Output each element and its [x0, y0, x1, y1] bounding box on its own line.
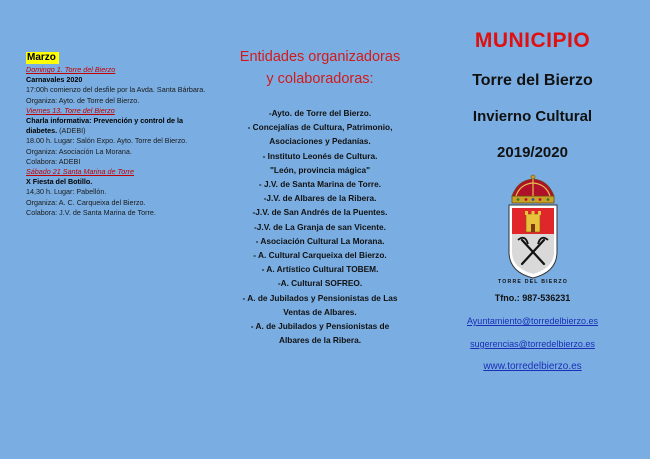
organizer-item: -Ayto. de Torre del Bierzo. — [268, 108, 372, 118]
cover-column — [440, 26, 625, 373]
coat-of-arms-logo — [498, 174, 568, 284]
organizer-item: - Asociación Cultural La Morana. — [255, 235, 385, 246]
season-label: 2019/2020 — [497, 144, 568, 161]
municipio-title: MUNICIPIO — [474, 29, 591, 52]
phone-number: Tfno.: 987-536231 — [494, 293, 571, 303]
crest-lettering: TORRE DEL BIERZO — [497, 279, 568, 284]
organizer-item: - A. Artístico Cultural TOBEM. — [261, 264, 379, 275]
month-label: Marzo — [26, 52, 59, 64]
organizers-list — [220, 106, 420, 347]
organizer-item: Ventas de Albares. — [283, 306, 357, 317]
tower-icon — [525, 211, 541, 232]
organizers-heading-line1: Entidades organizadoras — [239, 49, 401, 65]
event-detail: 14,30 h. Lugar: Pabellón. — [26, 187, 107, 197]
event-title: Carnavales 2020 — [26, 75, 83, 85]
events-list — [26, 65, 216, 218]
event-date: Viernes 13. Torre del Bierzo — [26, 105, 115, 115]
event-title: Charla informativa: Prevención y control de la diabetes. (ADEBI) — [26, 116, 183, 136]
website-link[interactable]: www.torredelbierzo.es — [483, 361, 582, 372]
event-detail: 18.00 h. Lugar: Salón Expo. Ayto. Torre del Bierzo. — [26, 136, 188, 146]
organizer-item: Asociaciones y Pedanías. — [269, 136, 371, 147]
organizer-item: - Concejalías de Cultura, Patrimonio, — [247, 122, 393, 133]
organizer-item: - J.V. de Santa Marina de Torre. — [258, 179, 382, 190]
event-detail: 17:00h comienzo del desfile por la Avda. Santa Bárbara. — [26, 85, 206, 95]
organizer-item: - Instituto Leonés de Cultura. — [262, 150, 378, 161]
organizer-item: "León, provincia mágica" — [269, 164, 371, 175]
email-ayuntamiento-link[interactable]: Ayuntamiento@torredelbierzo.es — [466, 316, 599, 326]
organizer-item: -A. Cultural SOFREO. — [277, 278, 363, 289]
event-detail: Organiza: A. C. Carqueixa del Bierzo. — [26, 197, 146, 207]
organizer-item: -J.V. de La Granja de san Vicente. — [254, 221, 386, 232]
organizer-item: -J.V. de Albares de la Ribera. — [263, 193, 377, 204]
email-sugerencias-link[interactable]: sugerencias@torredelbierzo.es — [470, 339, 595, 349]
event-date: Domingo 1. Torre del Bierzo — [26, 65, 116, 74]
organizers-column — [220, 46, 420, 347]
organizer-item: - A. de Jubilados y Pensionistas de Las — [242, 292, 398, 303]
town-name: Torre del Bierzo — [472, 72, 593, 89]
crown-icon — [512, 175, 554, 203]
organizer-item: Albares de la Ribera. — [278, 335, 362, 346]
event-detail: Colabora: J.V. de Santa Marina de Torre. — [26, 207, 156, 217]
organizer-item: -J.V. de San Andrés de la Puentes. — [252, 207, 388, 218]
event-title: X Fiesta del Botillo. — [26, 177, 93, 187]
event-detail: Organiza: Asociación La Morana. — [26, 146, 132, 156]
event-detail: Colabora: ADEBI — [26, 156, 81, 166]
organizer-item: - A. Cultural Carqueixa del Bierzo. — [253, 250, 387, 261]
organizers-heading-line2: y colaboradoras: — [266, 71, 374, 87]
events-column — [26, 52, 216, 218]
organizer-item: - A. de Jubilados y Pensionistas de — [250, 321, 390, 332]
program-name: Invierno Cultural — [472, 108, 593, 125]
event-detail: Organiza: Ayto. de Torre del Bierzo. — [26, 95, 140, 105]
event-date: Sábado 21 Santa Marina de Torre — [26, 167, 135, 177]
